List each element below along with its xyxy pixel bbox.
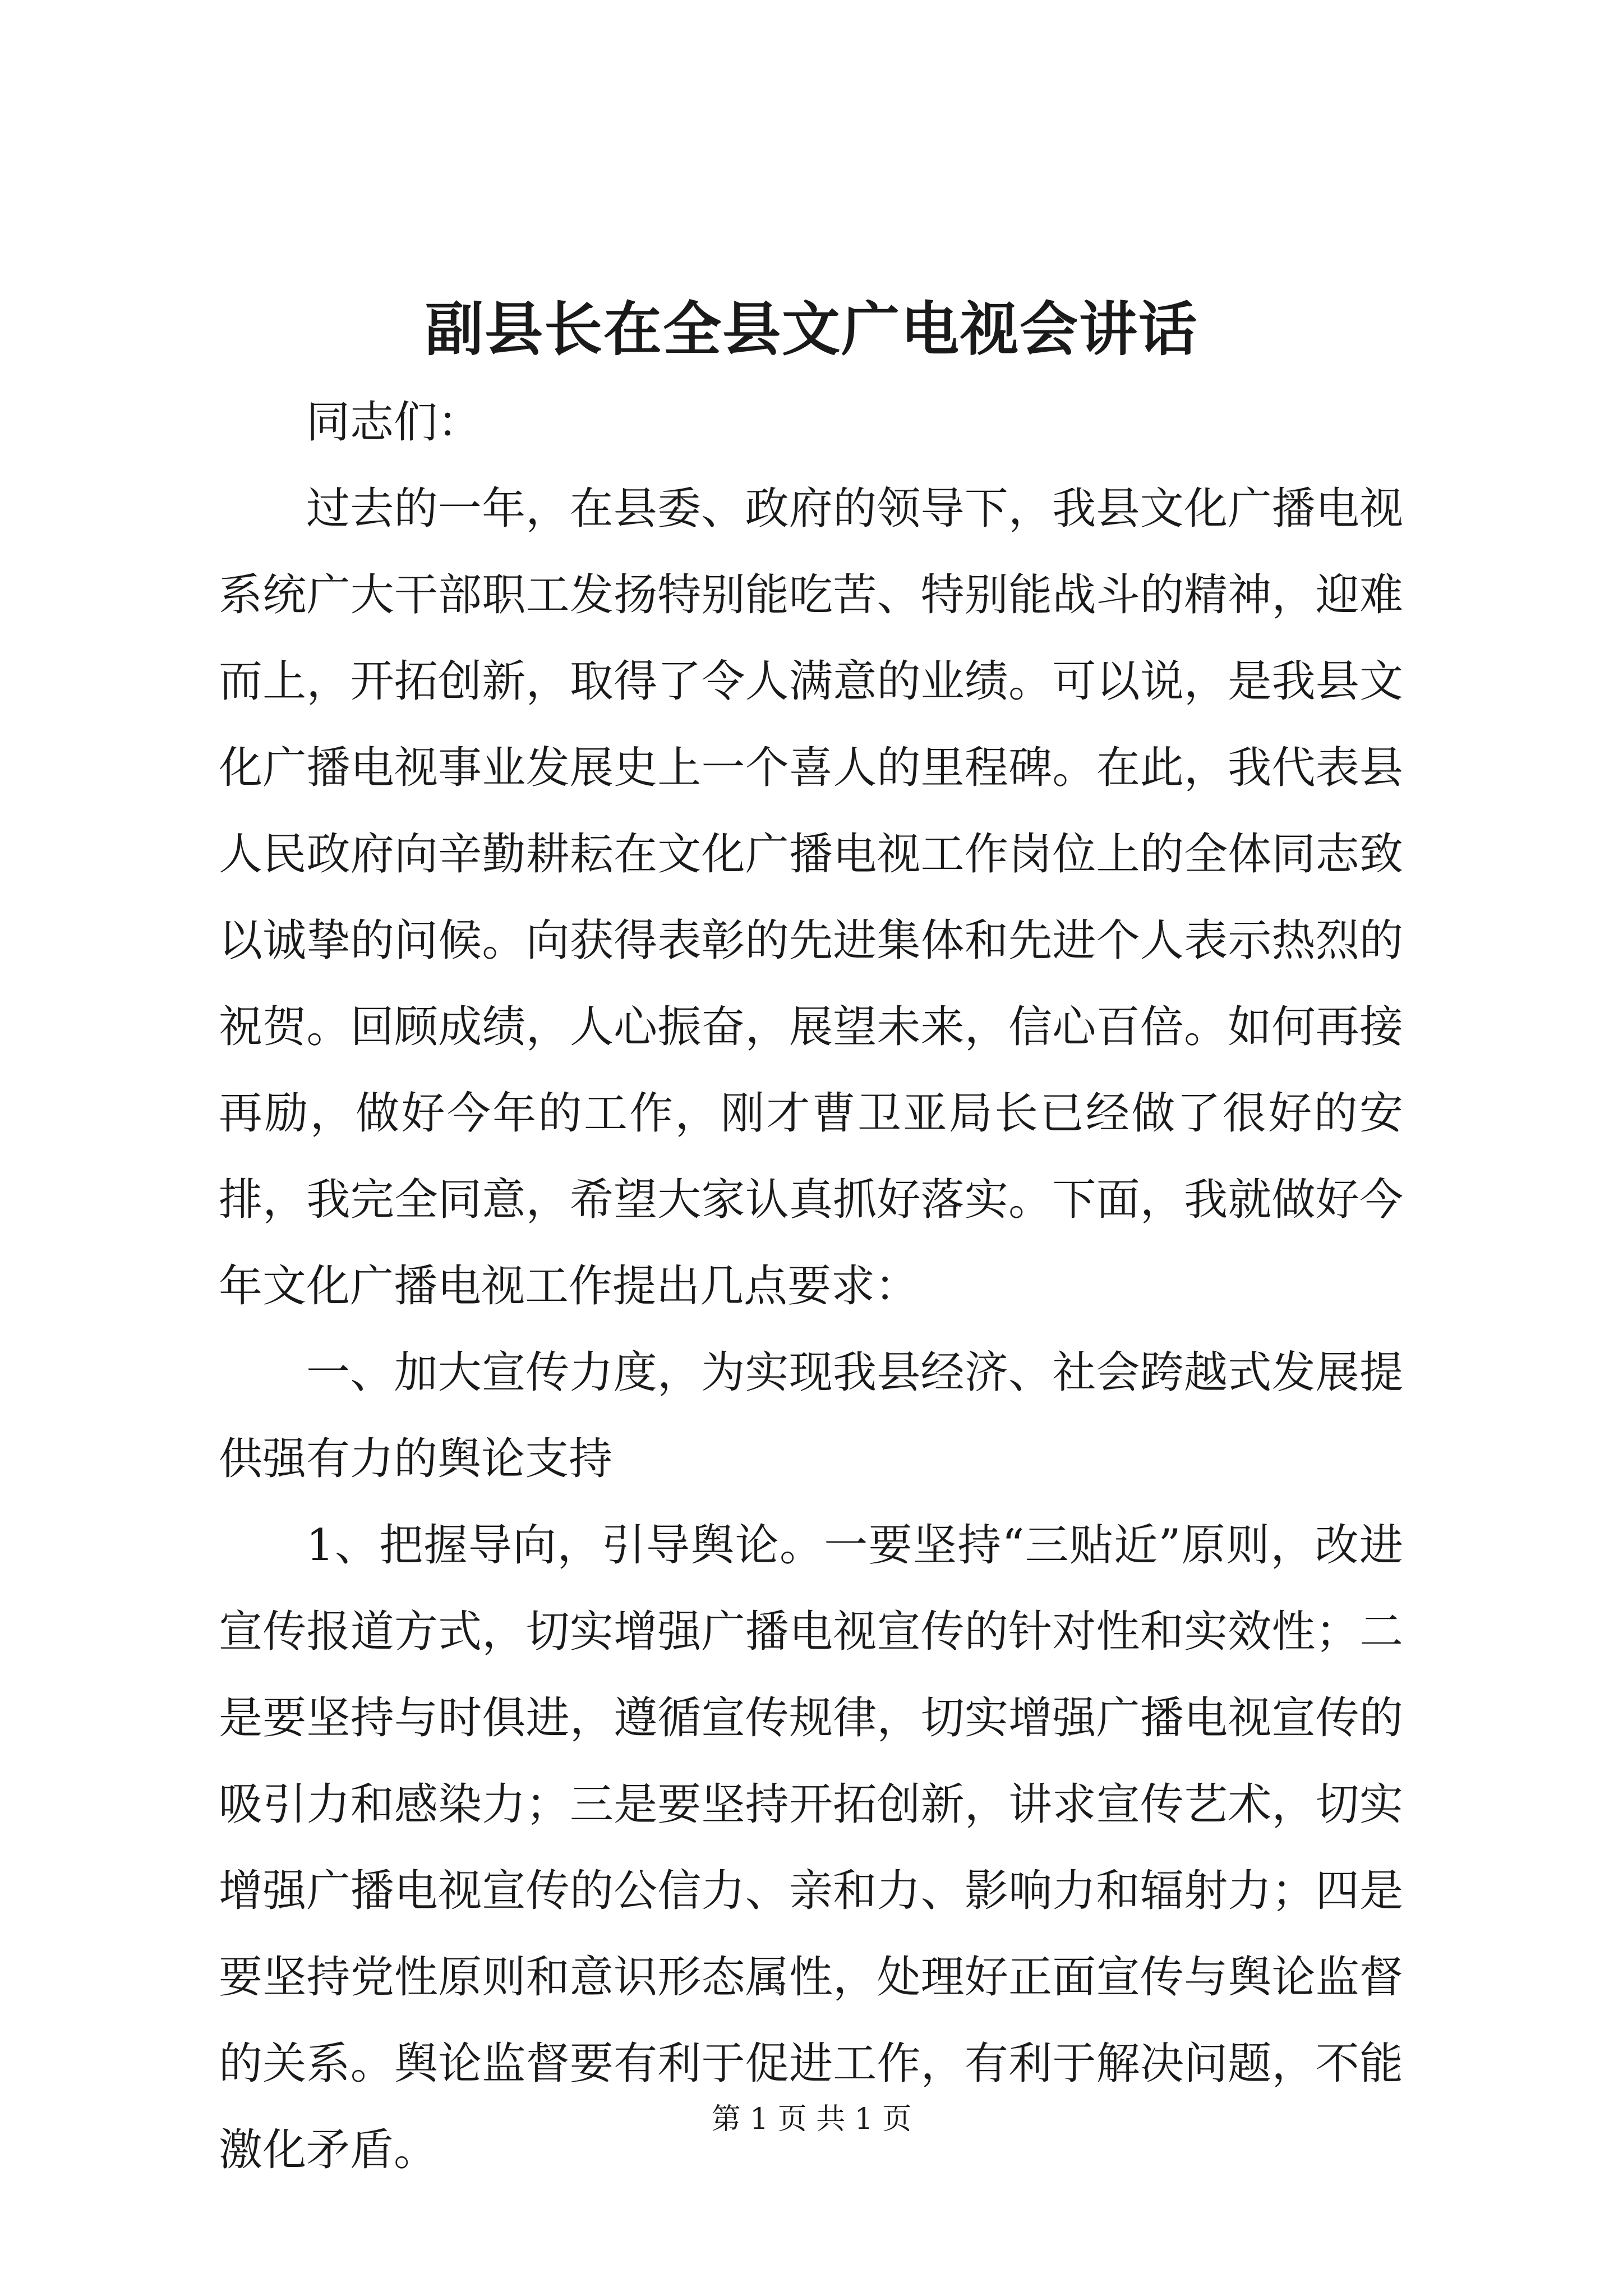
section-heading-paragraph: 一、加大宣传力度，为实现我县经济、社会跨越式发展提供强有力的舆论支持: [219, 1347, 1403, 1484]
document-title: 副县长在全县文广电视会讲话: [425, 295, 1198, 364]
point-one-paragraph: 1、把握导向，引导舆论。一要坚持“三贴近”原则，改进宣传报道方式，切实增强广播电视宣传的针对性和实效性；二是要坚持与时俱进，遵循宣传规律，切实增强广播电视宣传的吸引力和感染力；三是要坚持开拓创新，讲求宣传艺术，切实增强广播电视宣传的公信力、亲和力、影响力和辐射力；四是要坚持党性原则和意识形态属性，处理好正面宣传与舆论监督的关系。舆论监督要有利于促进工作，有利于解决问题，不能激化矛盾。: [219, 1520, 1403, 2175]
intro-paragraph: 过去的一年，在县委、政府的领导下，我县文化广播电视系统广大干部职工发扬特别能吃苦、特别能战斗的精神，迎难而上，开拓创新，取得了令人满意的业绩。可以说，是我县文化广播电视事业发展史上一个喜人的里程碑。在此，我代表县人民政府向辛勤耕耘在文化广播电视工作岗位上的全体同志致以诚挚的问候。向获得表彰的先进集体和先进个人表示热烈的祝贺。回顾成绩，人心振奋，展望未来，信心百倍。如何再接再励，做好今年的工作，刚才曹卫亚局长已经做了很好的安排，我完全同意，希望大家认真抓好落实。下面，我就做好今年文化广播电视工作提出几点要求：: [219, 484, 1403, 1312]
document-body: [219, 379, 1403, 2193]
page-footer: 第 1 页 共 1 页: [711, 2102, 912, 2136]
salutation-paragraph: 同志们：: [306, 397, 482, 448]
